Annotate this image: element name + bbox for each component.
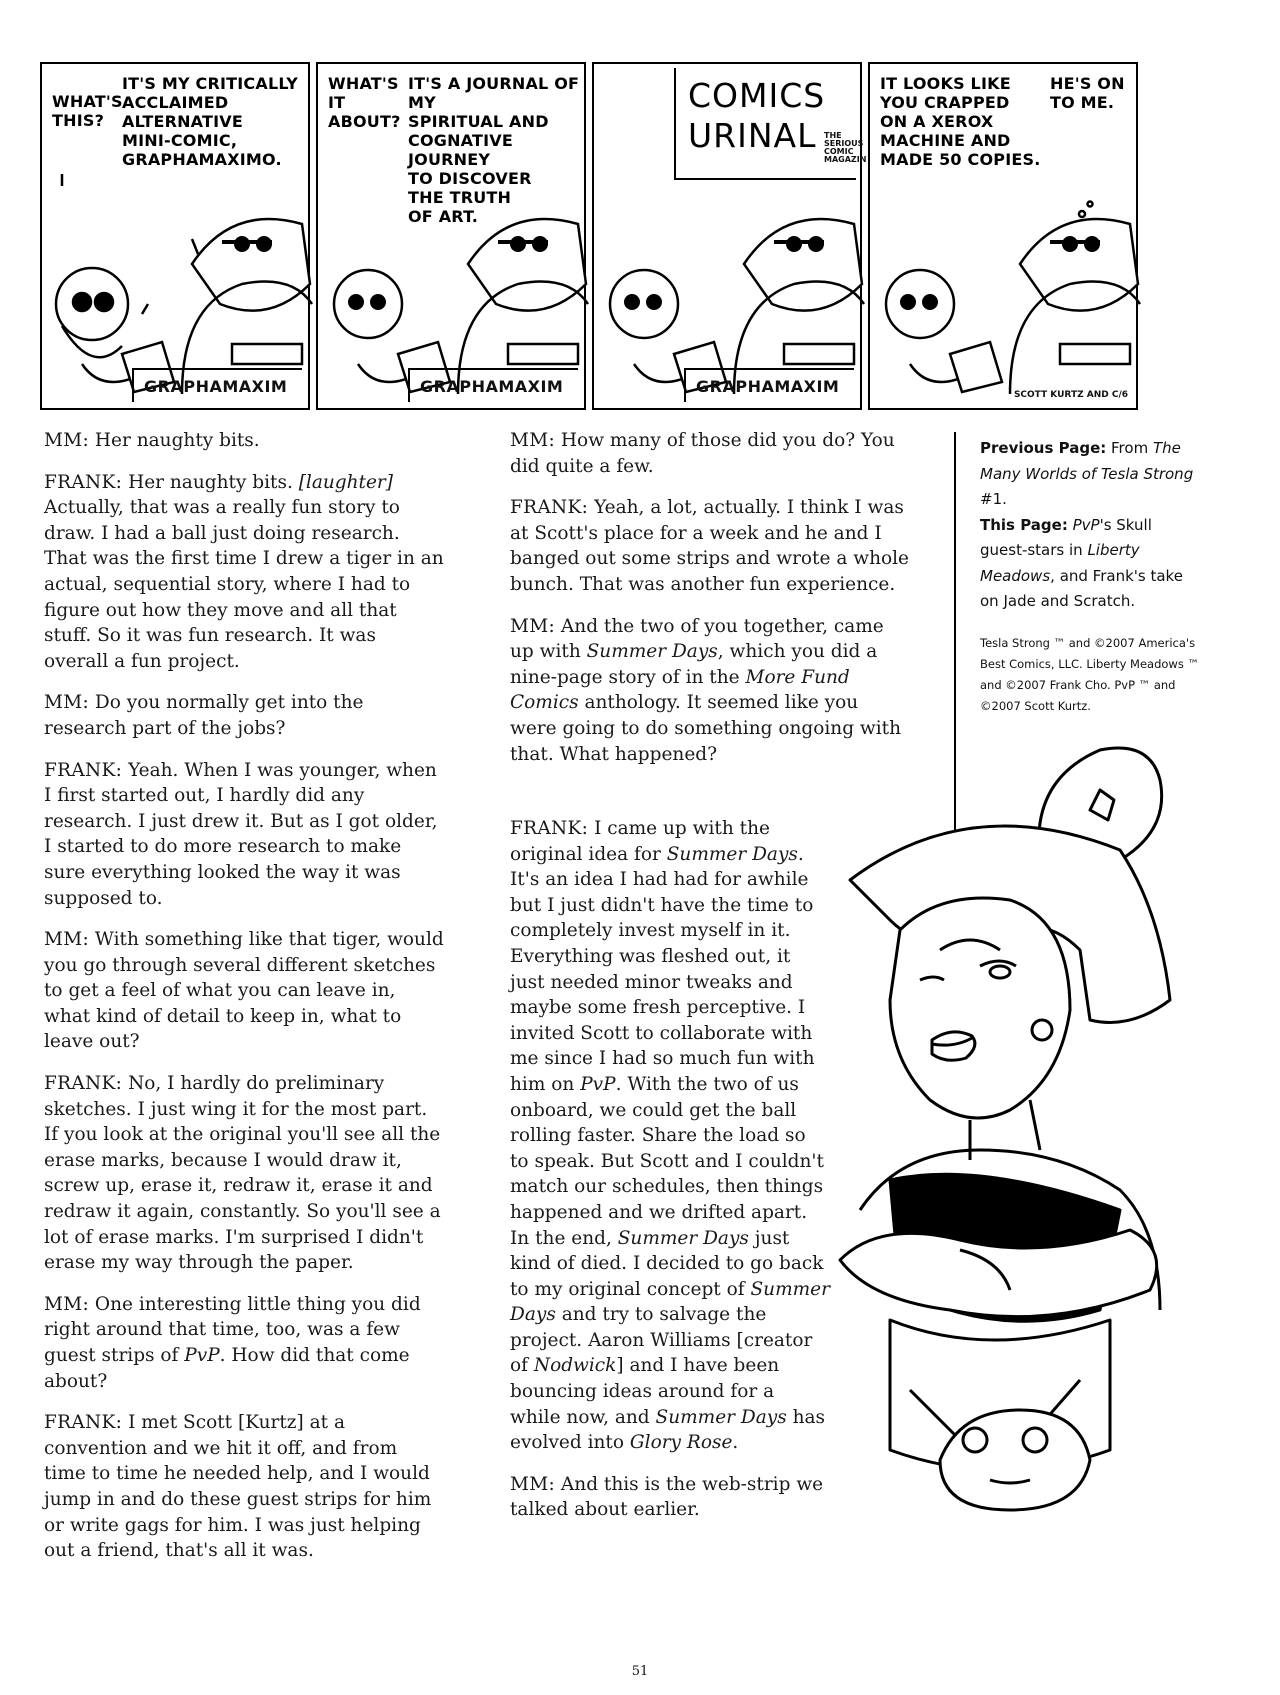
panel-3-art (594, 64, 867, 412)
paragraph: MM: One interesting little thing you did right around that time, too, was a few guest strips of PvP. How did that come about? (44, 1293, 421, 1392)
panel-1-left-balloon: WHAT'S THIS? (52, 92, 123, 130)
interview-column-2-lower (510, 816, 830, 1539)
copyright-notice: Tesla Strong ™ and ©2007 America's Best Comics, LLC. Liberty Meadows ™ and ©2007 Frank Cho. PvP ™ and ©2007 Scott Kurtz. (980, 636, 1199, 713)
paragraph: FRANK: I met Scott [Kurtz] at a convention and we hit it off, and from time to time he needed help, and I would jump in and do these guest strips for him or write gags for him. I was just helping out a friend, that's all it was. (44, 1412, 432, 1562)
poster-title: COMICS URINAL (688, 76, 826, 155)
paragraph: MM: And the two of you together, came up with Summer Days, which you did a nine-page story of in the More Fund Comics anthology. It seemed like you were going to do something ongoing with that. What happened? (510, 615, 902, 765)
panel-1-sign: GRAPHAMAXIM (132, 368, 302, 402)
panel-2-left-balloon: WHAT'S IT ABOUT? (328, 74, 401, 131)
paragraph: MM: And this is the web-strip we talked about earlier. (510, 1473, 824, 1521)
page-number: 51 (631, 1664, 649, 1679)
panel-1-right-balloon: IT'S MY CRITICALLY ACCLAIMED ALTERNATIVE MINI-COMIC, GRAPHAMAXIMO. (122, 74, 299, 169)
strip-credit: SCOTT KURTZ AND C/6 (1013, 390, 1128, 400)
comic-panel-3 (592, 62, 867, 410)
panel-3-sign: GRAPHAMAXIM (684, 368, 854, 402)
interview-column-2 (510, 428, 910, 783)
paragraph: MM: How many of those did you do? You did quite a few. (510, 430, 895, 477)
paragraph: MM: Her naughty bits. (44, 430, 260, 451)
comic-strip (40, 62, 1140, 410)
image-caption: Previous Page: From The Many Worlds of Tesla Strong #1. This Page: PvP's Skull guest-stars in Liberty Meadows, and Frank's take on Jade and Scratch. (980, 439, 1194, 610)
paragraph: FRANK: I came up with the original idea for Summer Days. It's an idea I had had for awhile but I just didn't have the time to completely invest myself in it. Everything was fleshed out, it just needed minor tweaks and maybe some fresh perceptive. I invited Scott to collaborate with me since I had so much fun with him on PvP. With the two of us onboard, we could get the ball rolling faster. Share the load so to speak. But Scott and I couldn't match our schedules, then things happened and we drifted apart. In the end, Summer Days just kind of died. I decided to go back to my original concept of Summer Days and try to salvage the project. Aaron Williams [creator of Nodwick] and I have been bouncing ideas around for a while now, and Summer Days has evolved into Glory Rose. (510, 818, 830, 1454)
panel-2-right-balloon: IT'S A JOURNAL OF MY SPIRITUAL AND COGNATIVE JOURNEY TO DISCOVER THE TRUTH OF ART. (408, 74, 580, 226)
jade-and-scratch-illustration (820, 740, 1260, 1540)
panel-2-sign: GRAPHAMAXIM (408, 368, 578, 402)
panel-4-right-balloon: HE'S ON TO ME. (1050, 74, 1125, 112)
comic-panel-4 (868, 62, 1138, 410)
panel-4-left-balloon: IT LOOKS LIKE YOU CRAPPED ON A XEROX MACHINE AND MADE 50 COPIES. (880, 74, 1041, 169)
paragraph: MM: With something like that tiger, would you go through several different sketches to get a feel of what you can leave in, what kind of detail to keep in, what to leave out? (44, 929, 444, 1053)
paragraph: MM: Do you normally get into the research part of the jobs? (44, 692, 364, 739)
paragraph: FRANK: Yeah, a lot, actually. I think I was at Scott's place for a week and he and I banged out some strips and wrote a whole bunch. That was another fun experience. (510, 497, 909, 595)
comic-panel-1 (40, 62, 310, 410)
interview-column-1 (44, 428, 444, 1580)
paragraph: FRANK: Her naughty bits. [laughter] Actually, that was a really fun story to draw. I had a ball just doing research. That was the first time I drew a tiger in an actual, sequential story, where I had to figure out how they move and all that stuff. So it was fun research. It was overall a fun project. (44, 471, 444, 672)
paragraph: FRANK: No, I hardly do preliminary sketches. I just wing it for the most part. If you look at the original you'll see all the erase marks, because I would draw it, screw up, erase it, redraw it, erase it and redraw it again, constantly. So you'll see a lot of erase marks. I'm surprised I didn't erase my way through the paper. (44, 1073, 441, 1274)
poster-subtitle: THE SERIOUS COMIC MAGAZIN (824, 131, 867, 164)
paragraph: FRANK: Yeah. When I was younger, when I first started out, I hardly did any research. I just drew it. But as I got older, I started to do more research to make sure everything looked the way it was supposed to. (44, 759, 438, 909)
comic-panel-2 (316, 62, 586, 410)
